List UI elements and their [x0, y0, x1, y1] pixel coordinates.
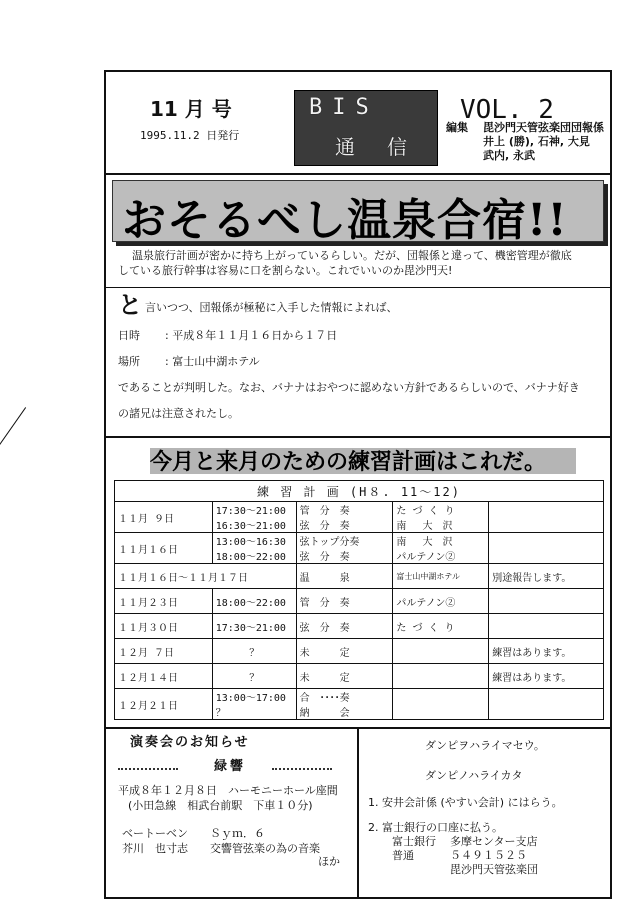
editor-label: 編集 — [446, 121, 468, 134]
table-row — [115, 689, 604, 720]
row-note — [489, 502, 604, 533]
practice-banner-text: 今月と来月のための練習計画はこれだ。 — [150, 449, 547, 475]
row-date: １２月２１日 — [115, 689, 213, 720]
payment-item-2: 2. 富士銀行の口座に払う。 — [368, 821, 503, 834]
row-note — [489, 533, 604, 564]
logo-line1: BIS — [309, 95, 379, 120]
editor-members-1: 井上 (勝), 石神, 大見 — [483, 135, 590, 148]
footer-column-divider — [357, 727, 359, 899]
body-paragraph-1: であることが判明した。なお、バナナはおやつに認めない方針であるらしいので、バナナ好き — [118, 381, 580, 394]
row-part: 管 分 奏 弦 分 奏 — [296, 502, 393, 533]
row-date: １１月１６日～１１月１７日 — [115, 564, 297, 589]
row-part: 弦 分 奏 — [296, 614, 393, 639]
concert-title: 演奏会のお知らせ — [130, 735, 250, 750]
row-part: 弦トップ分奏 弦 分 奏 — [296, 533, 393, 564]
bis-logo — [294, 90, 438, 166]
row-note: 別途報告します。 — [489, 564, 604, 589]
row-part: 合 ････奏 納 会 — [296, 689, 393, 720]
practice-table-title-row — [115, 481, 604, 502]
table-row — [115, 564, 604, 589]
program-more: ほか — [318, 855, 340, 868]
row-note — [489, 689, 604, 720]
payment-item-1: 1. 安井会計係 (やすい会計) にはらう。 — [368, 796, 563, 809]
row-place — [393, 689, 489, 720]
issue-label: 11 月 号 — [150, 97, 232, 121]
volume-label: VOL. 2 — [460, 95, 554, 125]
table-row — [115, 614, 604, 639]
account-label: 普通 — [392, 849, 414, 862]
drop-cap: と — [118, 291, 142, 319]
concert-name: 緑響 — [214, 759, 247, 774]
practice-table — [114, 480, 604, 720]
payment-line-1: ダンピヲハライマセウ。 — [425, 739, 545, 752]
body-intro: 言いつつ、団報係が極秘に入手した情報によれば、 — [145, 301, 398, 314]
wave-left — [118, 768, 178, 770]
program-1-composer: ベートーベン — [122, 827, 188, 840]
row-time: 18:00～22:00 — [212, 589, 296, 614]
bank-branch: 多摩センター支店 — [450, 835, 538, 848]
row-date: １２月１４日 — [115, 664, 213, 689]
row-place: た づ く り — [393, 614, 489, 639]
row-note: 練習はあります。 — [489, 664, 604, 689]
row-part: 管 分 奏 — [296, 589, 393, 614]
row-place: た づ く り 南 大 沢 — [393, 502, 489, 533]
date-label: 日時 — [118, 329, 140, 342]
issue-date: 1995.11.2 日発行 — [140, 129, 240, 142]
concert-date-venue: 平成８年１２月８日 ハーモニーホール座間 — [118, 784, 338, 797]
row-part: 未 定 — [296, 639, 393, 664]
body-paragraph-2: の諸兄は注意されたし。 — [118, 407, 239, 420]
row-time: ？ — [212, 639, 296, 664]
concert-access: (小田急線 相武台前駅 下車１０分) — [128, 799, 313, 812]
bank-label: 富士銀行 — [392, 835, 436, 848]
row-date: １２月 ７日 — [115, 639, 213, 664]
row-date: １１月 ９日 — [115, 502, 213, 533]
row-place: パルテノン② — [393, 589, 489, 614]
row-time: 13:00～17:00 ？ — [212, 689, 296, 720]
row-place — [393, 639, 489, 664]
wave-right — [272, 768, 332, 770]
account-name: 毘沙門天管弦楽団 — [450, 863, 538, 876]
editor-members-2: 武内, 永武 — [483, 149, 536, 162]
row-time: 13:00～16:30 18:00～22:00 — [212, 533, 296, 564]
row-date: １１月１６日 — [115, 533, 213, 564]
practice-table-title: 練 習 計 画 (H８. 11～12) — [115, 481, 604, 502]
program-2-composer: 芥川 也寸志 — [122, 842, 188, 855]
row-note — [489, 614, 604, 639]
row-place: 南 大 沢 パルテノン② — [393, 533, 489, 564]
row-note — [489, 589, 604, 614]
row-place: 富士山中湖ホテル — [393, 564, 489, 589]
row-time: ？ — [212, 664, 296, 689]
account-number: ５４９１５２５ — [450, 849, 527, 862]
lead-line-2: している旅行幹事は容易に口を割らない。これでいいのか毘沙門天! — [118, 264, 453, 277]
table-row — [115, 639, 604, 664]
table-row — [115, 664, 604, 689]
scan-mark — [0, 407, 26, 457]
row-part: 未 定 — [296, 664, 393, 689]
header-divider — [104, 173, 612, 175]
table-row — [115, 533, 604, 564]
payment-line-2: ダンピノハライカタ — [425, 769, 523, 782]
logo-line2: 通 信 — [335, 135, 418, 159]
row-part: 温 泉 — [296, 564, 393, 589]
date-value: : 平成８年１１月１６日から１７日 — [165, 329, 338, 342]
editor-org: 毘沙門天管弦楽団団報係 — [483, 121, 604, 134]
table-row — [115, 589, 604, 614]
program-1-work: Ｓｙｍ．６ — [210, 827, 265, 840]
row-date: １１月３０日 — [115, 614, 213, 639]
lead-line-1: 温泉旅行計画が密かに持ち上がっているらしい。だが、団報係と違って、機密管理が徹底 — [132, 249, 572, 262]
row-place — [393, 664, 489, 689]
body-divider — [104, 436, 612, 438]
row-date: １１月２３日 — [115, 589, 213, 614]
place-value: : 富士山中湖ホテル — [165, 355, 260, 368]
row-time: 17:30～21:00 16:30～21:00 — [212, 502, 296, 533]
program-2-work: 交響管弦楽の為の音楽 — [210, 842, 320, 855]
headline: おそるべし温泉合宿!! — [122, 195, 568, 246]
row-time: 17:30～21:00 — [212, 614, 296, 639]
table-row — [115, 502, 604, 533]
place-label: 場所 — [118, 355, 140, 368]
row-note: 練習はあります。 — [489, 639, 604, 664]
lead-divider — [104, 287, 612, 288]
